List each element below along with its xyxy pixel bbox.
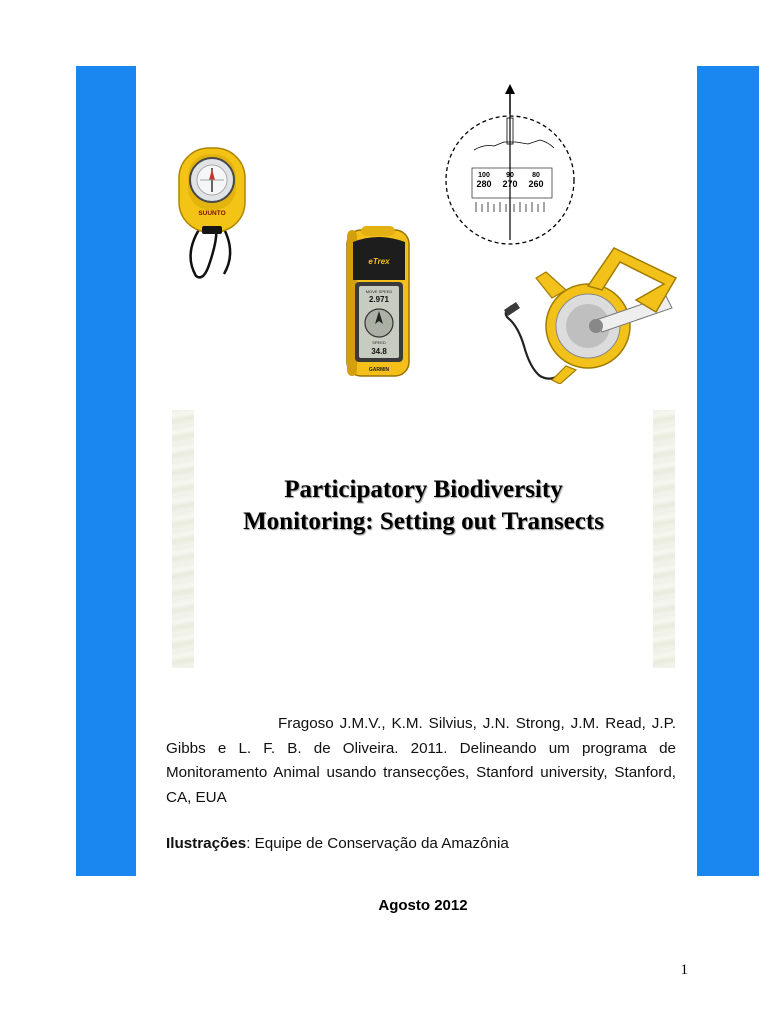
document-title [194, 474, 653, 538]
map-texture-right [653, 410, 675, 668]
scale-bottom-left: 280 [476, 179, 492, 189]
compass-brand-label: SUUNTO [198, 210, 226, 217]
map-texture-left [172, 410, 194, 668]
scale-top-left: 100 [478, 172, 490, 179]
scale-bottom-center: 270 [502, 179, 518, 189]
scale-top-center: 90 [506, 172, 514, 179]
document-title-line-1: Participatory Biodiversity [284, 476, 563, 503]
gps-screen-top-value: 2.971 [368, 295, 390, 304]
credits-value: Equipe de Conservação da Amazônia [250, 835, 509, 852]
scale-top-right: 80 [532, 172, 540, 179]
measuring-tape-illustration [496, 238, 682, 384]
gps-screen-top-label: MOVE SPEED [365, 289, 393, 294]
gps-brand-label: eTrex [368, 257, 390, 266]
publication-date: Agosto 2012 [378, 897, 468, 914]
document-title-line-2: Monitoring: Setting out Transects [243, 508, 604, 535]
title-band [172, 410, 675, 668]
handheld-compass-illustration [176, 142, 248, 282]
right-blue-bar [697, 66, 759, 876]
citation-paragraph: Fragoso J.M.V., K.M. Silvius, J.N. Strong, J.M. Read, J.P. Gibbs e L. F. B. de Oliveira. 2011. Delineando um programa de Monitoramento Animal usando transecções, Stanford university, Stanford, CA, EUA [166, 715, 676, 806]
scale-bottom-right: 260 [528, 179, 544, 189]
gps-screen-bottom-label: SPEED [372, 340, 386, 345]
gps-model-label: GARMIN [368, 367, 390, 373]
sighting-compass-diagram [444, 84, 580, 246]
illustration-credits [166, 832, 676, 856]
page-number: 1 [680, 962, 688, 978]
gps-screen-bottom-value: 34.8 [371, 347, 387, 356]
gps-receiver-illustration [343, 222, 413, 380]
credits-separator: : [246, 835, 251, 852]
credits-label: Ilustrações [166, 835, 247, 852]
left-blue-bar [76, 66, 136, 876]
